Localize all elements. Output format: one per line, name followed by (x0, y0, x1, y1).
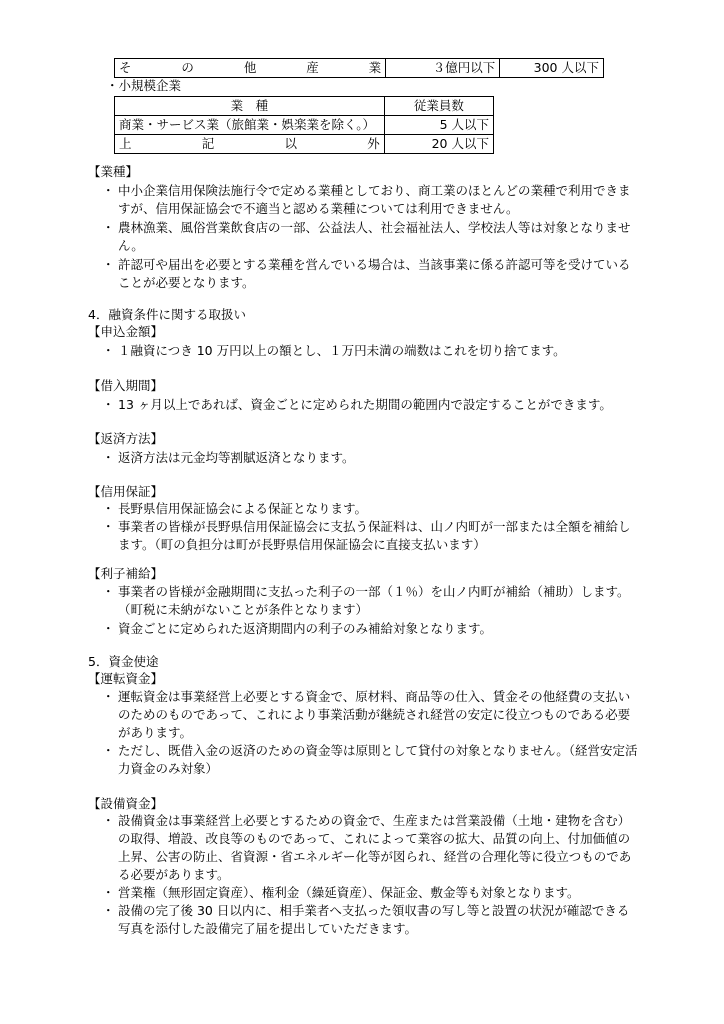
heading-industry: 【業種】 (88, 164, 139, 179)
heading-interest-subsidy: 【利子補給】 (88, 566, 164, 581)
list-item: ・ 長野県信用保証協会による保証となります。 (102, 501, 368, 516)
heading-working-capital: 【運転資金】 (88, 671, 164, 686)
list-item: ・ 返済方法は元金均等割賦返済となります。 (102, 450, 355, 465)
list-item: ・ 農林漁業、風俗営業飲食店の一部、公益法人、社会福祉法人、学校法人等は対象となりません。 (102, 220, 631, 254)
employees-cell: 20 人以下 (384, 135, 493, 154)
small-enterprise-table (114, 96, 494, 154)
list-item: ・ 設備の完了後 30 日以内に、相手業者へ支払った領収書の写し等と設置の状況が確認できる写真を添付した設備完了届を提出していただきます。 (102, 903, 630, 937)
heading-repayment: 【返済方法】 (88, 431, 164, 446)
heading-loan-period: 【借入期間】 (88, 378, 164, 393)
section-4-title: 4．融資条件に関する取扱い (88, 307, 246, 322)
list-item: ・ 運転資金は事業経営上必要とする資金で、原材料、商品等の仕入、賃金その他経費の支払いのためのものであって、これにより事業活動が継続され経営の安定に役立つものである必要があります。 (102, 689, 631, 741)
list-item: ・ 事業者の皆様が長野県信用保証協会に支払う保証料は、山ノ内町が一部または全額を補給します。（町の負担分は町が長野県信用保証協会に直接支払います） (102, 519, 631, 553)
list-item: ・ ただし、既借入金の返済のための資金等は原則として貸付の対象となりません。（経営安定活力資金のみ対象） (102, 743, 638, 777)
employees-cell: 300 人以下 (500, 59, 604, 78)
heading-credit-guarantee: 【信用保証】 (88, 484, 164, 499)
industry-cell: 上記以外 (119, 136, 380, 152)
capital-cell: ３億円以下 (386, 59, 500, 78)
heading-equipment-capital: 【設備資金】 (88, 796, 164, 811)
section-5-title: 5．資金使途 (88, 654, 159, 669)
list-item: ・ 資金ごとに定められた返済期間内の利子のみ補給対象となります。 (102, 621, 493, 636)
industry-cell: その他産業 (119, 60, 382, 75)
heading-application-amount: 【申込金額】 (88, 324, 164, 339)
industry-cell: 商業・サービス業（旅館業・娯楽業を除く。） (115, 116, 385, 135)
list-item: ・ 13 ヶ月以上であれば、資金ごとに定められた期間の範囲内で設定することができます。 (102, 397, 612, 412)
header-industry: 業 種 (115, 97, 385, 116)
table-row (115, 59, 604, 78)
list-item: ・ 設備資金は事業経営上必要とするための資金で、生産または営業設備（土地・建物を含む）の取得、増設、改良等のものであって、これによって業容の拡大、品質の向上、付加価値の上昇、公害の防止、省資源・省エネルギー化等が図られ、経営の合理化等に役立つものである必要があります。 (102, 813, 632, 883)
list-item: ・ 許認可や届出を必要とする業種を営んでいる場合は、当該事業に係る許認可等を受けていることが必要となります。 (102, 257, 631, 291)
small-enterprise-label: ・小規模企業 (106, 78, 182, 93)
list-item: ・ 中小企業信用保険法施行令で定める業種としており、商工業のほとんどの業種で利用できますが、信用保証協会で不適当と認める業種については利用できません。 (102, 183, 631, 217)
list-item: ・ １融資につき 10 万円以上の額とし、１万円未満の端数はこれを切り捨てます。 (102, 343, 566, 358)
table-header-row (115, 97, 494, 116)
list-item: ・ 営業権（無形固定資産）、権利金（繰延資産）、保証金、敷金等も対象となります。 (102, 885, 580, 900)
enterprise-size-table (114, 58, 604, 78)
employees-cell: 5 人以下 (384, 116, 493, 135)
list-item: ・ 事業者の皆様が金融期間に支払った利子の一部（１％）を山ノ内町が補給（補助）します。（町税に未納がないことが条件となります） (102, 584, 630, 618)
table-row (115, 116, 494, 135)
table-row (115, 135, 494, 154)
header-employees: 従業員数 (384, 97, 493, 116)
